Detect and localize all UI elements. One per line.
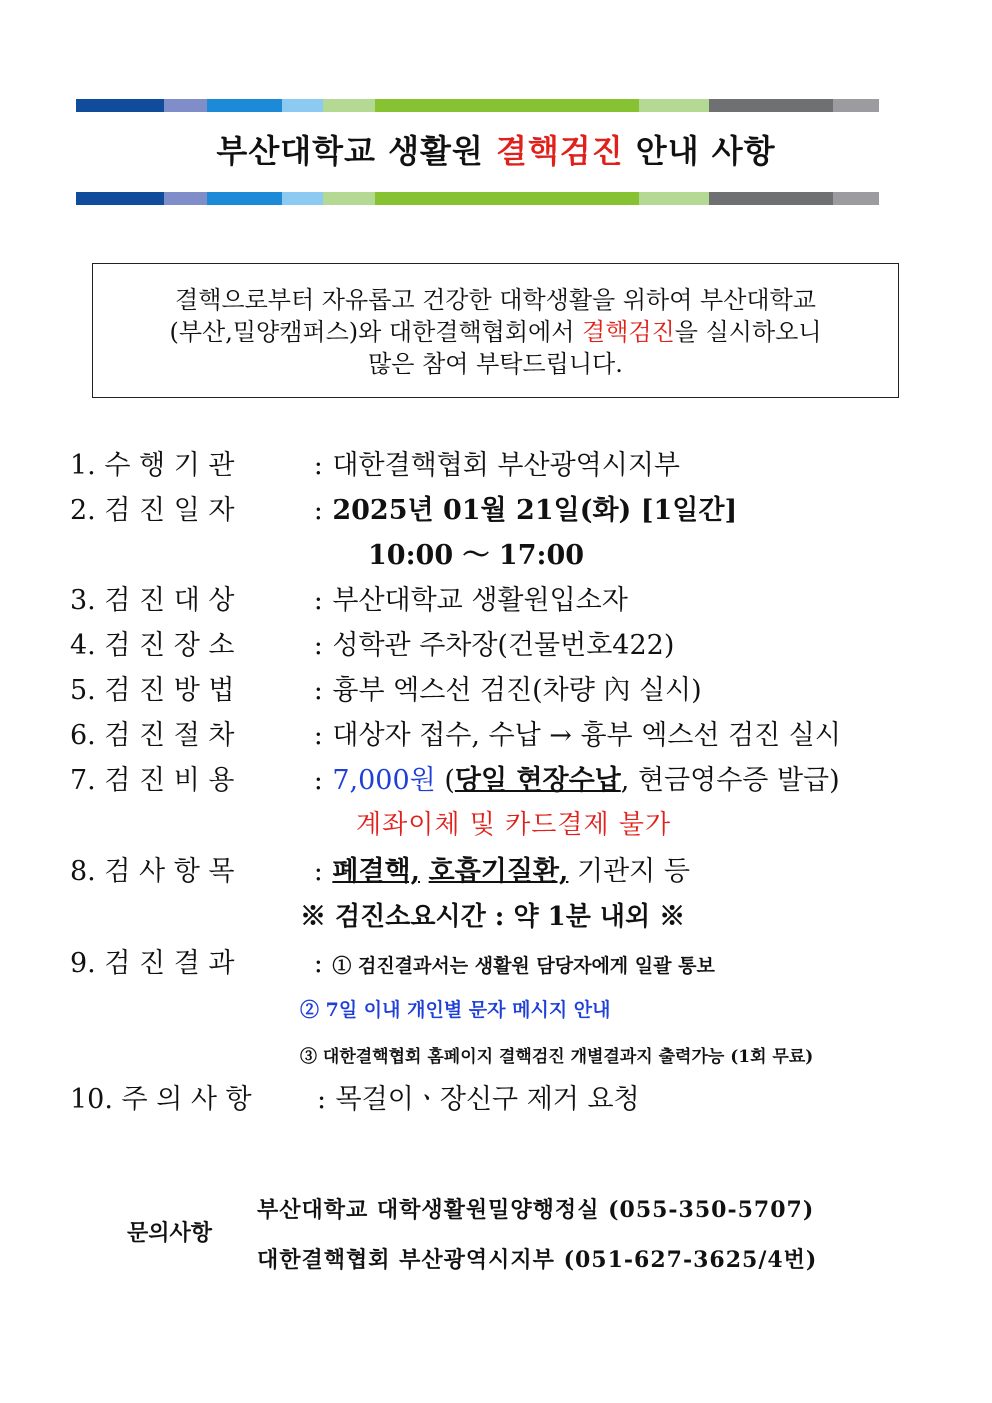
color-bar-segment bbox=[282, 192, 323, 205]
item-results: 9. 검 진 결 과 : ① 검진결과서는 생활원 담당자에게 일괄 통보 bbox=[70, 948, 715, 979]
intro-line-3: 많은 참여 부탁드립니다. bbox=[368, 350, 623, 378]
color-bar-segment bbox=[709, 192, 833, 205]
page-title: 부산대학교 생활원 결핵검진 안내 사항 bbox=[216, 132, 776, 170]
color-bar-segment bbox=[76, 99, 164, 112]
color-bar-segment bbox=[323, 99, 375, 112]
color-bar-segment bbox=[639, 192, 709, 205]
result-3: ③ 대한결핵협회 홈페이지 결핵검진 개별결과지 출력가능 (1회 무료) bbox=[300, 1047, 814, 1067]
item-target: 3. 검 진 대 상 : 부산대학교 생활원입소자 bbox=[70, 585, 628, 616]
contact-line-1: 부산대학교 대학생활원밀양행정실 (055-350-5707) bbox=[257, 1197, 815, 1223]
contact-label: 문의사항 bbox=[127, 1220, 213, 1246]
item-procedure: 6. 검 진 절 차 : 대상자 접수, 수납 → 흉부 엑스선 검진 실시 bbox=[70, 720, 841, 751]
cost-price: 7,000원 bbox=[332, 765, 436, 796]
color-bar-segment bbox=[323, 192, 375, 205]
color-bar-segment bbox=[375, 192, 639, 205]
color-bar-segment bbox=[207, 192, 282, 205]
item-caution: 10. 주 의 사 항 : 목걸이ㆍ장신구 제거 요청 bbox=[70, 1084, 640, 1115]
item-agency: 1. 수 행 기 관 : 대한결핵협회 부산광역시지부 bbox=[70, 450, 681, 481]
color-bar-segment bbox=[207, 99, 282, 112]
color-bar-segment bbox=[375, 99, 639, 112]
color-bar-segment bbox=[833, 192, 879, 205]
color-bar-segment bbox=[164, 192, 207, 205]
item-cost: 7. 검 진 비 용 : 7,000원 (당일 현장수납, 현금영수증 발급) bbox=[70, 765, 840, 796]
duration-note: ※ 검진소요시간 : 약 1분 내외 ※ bbox=[300, 902, 686, 932]
intro-line-1: 결핵으로부터 자유롭고 건강한 대학생활을 위하여 부산대학교 bbox=[175, 286, 816, 314]
contact-line-2: 대한결핵협회 부산광역시지부 (051-627-3625/4번) bbox=[257, 1247, 818, 1273]
color-bar-segment bbox=[639, 99, 709, 112]
item-location: 4. 검 진 장 소 : 성학관 주차장(건물번호422) bbox=[70, 630, 675, 661]
intro-box bbox=[92, 263, 899, 398]
color-bar-segment bbox=[282, 99, 323, 112]
payment-warning: 계좌이체 및 카드결제 불가 bbox=[356, 810, 672, 840]
item-method: 5. 검 진 방 법 : 흉부 엑스선 검진(차량 內 실시) bbox=[70, 675, 702, 706]
result-2: ② 7일 이내 개인별 문자 메시지 안내 bbox=[300, 999, 611, 1021]
color-bar-segment bbox=[164, 99, 207, 112]
color-bar-segment bbox=[76, 192, 164, 205]
intro-line-2: (부산,밀양캠퍼스)와 대한결핵협회에서 결핵검진을 실시하오니 bbox=[169, 318, 822, 346]
onsite-payment: 당일 현장수납 bbox=[454, 765, 621, 796]
item-date-time: 10:00 ～ 17:00 bbox=[368, 540, 585, 571]
top-color-bar bbox=[76, 99, 879, 112]
item-tests: 8. 검 사 항 목 : 폐결핵, 호흡기질환, 기관지 등 bbox=[70, 856, 690, 887]
bottom-color-bar bbox=[76, 192, 879, 205]
color-bar-segment bbox=[833, 99, 879, 112]
item-date: 2. 검 진 일 자 : 2025년 01월 21일(화) [1일간] bbox=[70, 495, 738, 526]
color-bar-segment bbox=[709, 99, 833, 112]
